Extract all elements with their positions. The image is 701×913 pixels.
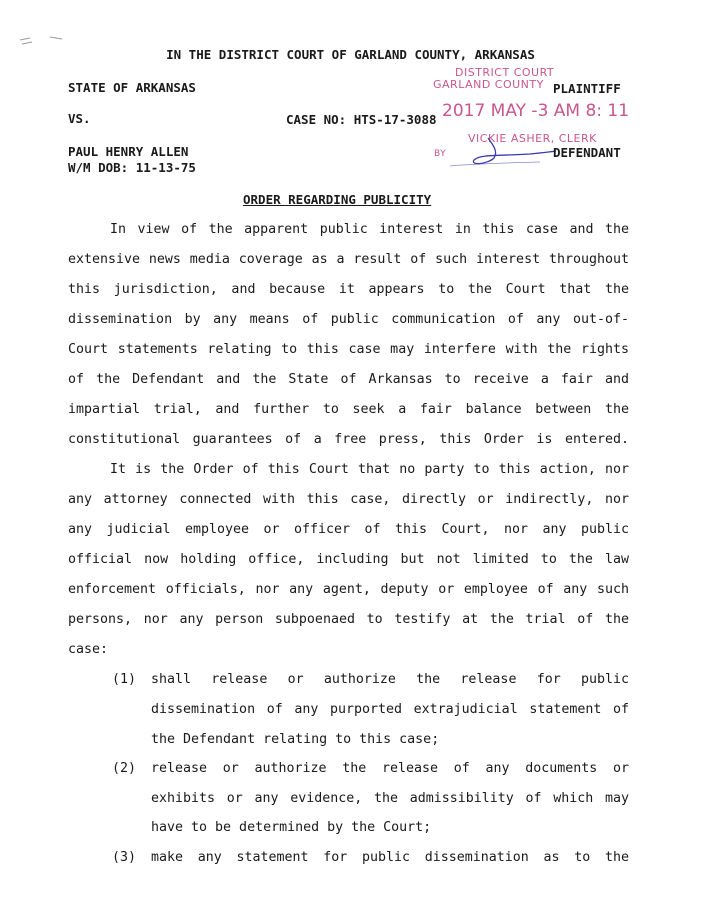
paragraph-line: enforcement officials, nor any agent, deputy or employee of any such bbox=[68, 582, 629, 597]
list-item-line: dissemination of any purported extrajudicial statement of bbox=[151, 702, 629, 717]
clerk-signature bbox=[440, 136, 560, 176]
list-number: (1) bbox=[112, 672, 137, 687]
paragraph-line: It is the Order of this Court that no party to this action, nor bbox=[110, 462, 629, 477]
paragraph-line: persons, nor any person subpoenaed to testify at the trial of the bbox=[68, 612, 629, 627]
list-item-line: exhibits or any evidence, the admissibility of which may bbox=[151, 791, 629, 806]
list-item-line: have to be determined by the Court; bbox=[151, 820, 432, 835]
list-number: (2) bbox=[112, 761, 137, 776]
versus: VS. bbox=[68, 111, 91, 126]
stamp-line-1: DISTRICT COURT bbox=[455, 66, 555, 79]
paragraph-line: Court statements relating to this case may interfere with the rights bbox=[68, 342, 629, 357]
paragraph-line: dissemination by any means of public communication of any out-of- bbox=[68, 312, 629, 327]
paragraph-line: impartial trial, and further to seek a fair balance between the bbox=[68, 402, 629, 417]
defendant-name: PAUL HENRY ALLEN bbox=[68, 144, 189, 159]
paragraph-line: constitutional guarantees of a free press, this Order is entered. bbox=[68, 432, 629, 447]
defendant-label: DEFENDANT bbox=[553, 145, 621, 160]
paragraph-line: In view of the apparent public interest in this case and the bbox=[110, 222, 629, 237]
plaintiff-label: PLAINTIFF bbox=[553, 81, 621, 96]
stamp-line-3: 2017 MAY -3 AM 8: 11 bbox=[442, 101, 630, 121]
paragraph-line: any judicial employee or officer of this Court, nor any public bbox=[68, 522, 629, 537]
court-heading: IN THE DISTRICT COURT OF GARLAND COUNTY, ARKANSAS bbox=[166, 47, 535, 62]
stamp-line-5: BY bbox=[434, 149, 447, 159]
list-item-line: shall release or authorize the release for public bbox=[151, 672, 629, 687]
paragraph-line: of the Defendant and the State of Arkansas to receive a fair and bbox=[68, 372, 629, 387]
plaintiff-name: STATE OF ARKANSAS bbox=[68, 80, 196, 95]
paragraph-line: this jurisdiction, and because it appears to the Court that the bbox=[68, 282, 629, 297]
scan-marks bbox=[18, 28, 68, 48]
stamp-line-2: GARLAND COUNTY bbox=[433, 78, 544, 91]
list-item-line: make any statement for public dissemination as to the bbox=[151, 850, 629, 865]
list-item-line: release or authorize the release of any documents or bbox=[151, 761, 629, 776]
paragraph-line: any attorney connected with this case, directly or indirectly, nor bbox=[68, 492, 629, 507]
list-number: (3) bbox=[112, 850, 137, 865]
paragraph-line: official now holding office, including but not limited to the law bbox=[68, 552, 629, 567]
document-title: ORDER REGARDING PUBLICITY bbox=[243, 192, 432, 207]
paragraph-line: case: bbox=[68, 642, 109, 657]
defendant-dob: W/M DOB: 11-13-75 bbox=[68, 160, 196, 175]
case-number: CASE NO: HTS-17-3088 bbox=[286, 112, 437, 127]
list-item-line: the Defendant relating to this case; bbox=[151, 732, 440, 747]
stamp-line-4: VICKIE ASHER, CLERK bbox=[468, 132, 597, 145]
paragraph-line: extensive news media coverage as a result of such interest throughout bbox=[68, 252, 629, 267]
